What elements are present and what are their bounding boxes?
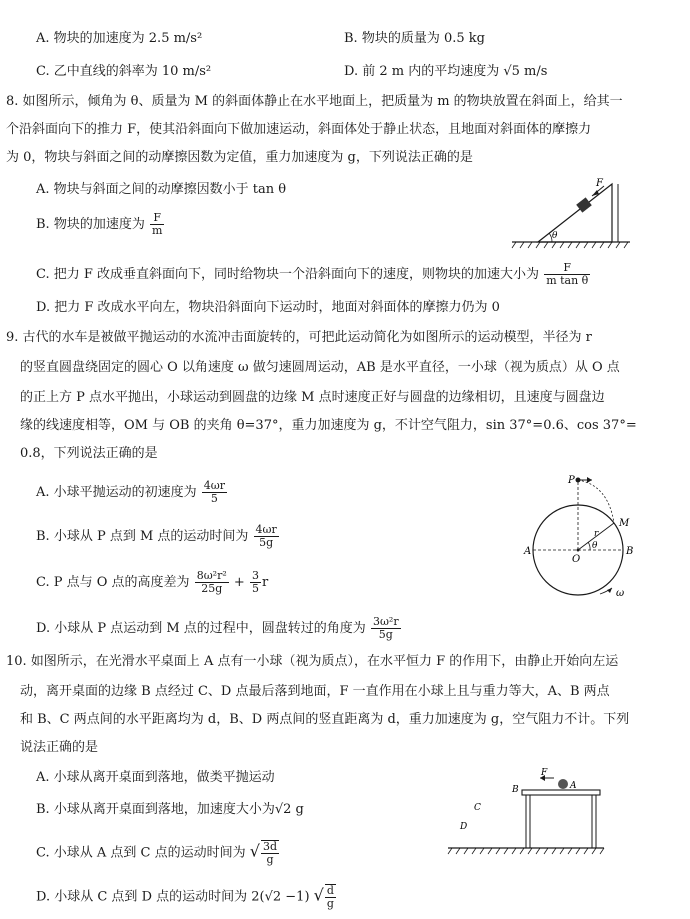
label-F: F xyxy=(596,178,603,189)
q10-stem-line3: 和 B、C 两点间的水平距离均为 d，B、D 两点间的竖直距离为 d，重力加速度为 g，空气阻力不计。下列 xyxy=(20,712,630,727)
q10-option-d-text: D. 小球从 C 点到 D 点的运动时间为 2(√2 −1) xyxy=(36,889,310,905)
center-O-dot xyxy=(577,549,580,552)
q8-option-b xyxy=(36,212,165,237)
q9-b-den: 5g xyxy=(259,536,274,549)
incline-figure xyxy=(508,174,633,254)
q9-option-d-fraction xyxy=(371,616,401,641)
q9-option-c-r: r xyxy=(261,575,269,590)
q10-option-c xyxy=(36,840,280,866)
q9-option-c-plus: + xyxy=(233,575,245,590)
q9-c-den: 25g xyxy=(201,582,223,595)
label-A: A xyxy=(524,546,532,557)
q9-option-c-fraction2 xyxy=(250,570,261,595)
point-P-dot xyxy=(576,478,581,483)
q10-d-sqrt-sign: √ xyxy=(313,885,324,905)
q9-option-d-text: D. 小球从 P 点运动到 M 点的过程中，圆盘转过的角度为 xyxy=(36,621,366,636)
q8-option-c-text: C. 把力 F 改成垂直斜面向下，同时给物块一个沿斜面向下的速度，则物块的加速大小为 xyxy=(36,267,540,282)
label-B-q10: B xyxy=(512,785,519,795)
label-C: C xyxy=(474,803,481,813)
q9-option-b-fraction xyxy=(254,524,279,549)
q10-c-den: g xyxy=(266,853,274,866)
q8-b-den: m xyxy=(151,224,163,237)
q9-d-den: 5g xyxy=(378,628,393,641)
q9-stem-line5: 0.8，下列说法正确的是 xyxy=(20,446,158,461)
theta-arc-q9 xyxy=(588,542,590,550)
floor-hatch xyxy=(448,848,604,854)
label-F-q10: F xyxy=(541,768,548,778)
q8-option-c xyxy=(36,262,591,287)
q7-option-d: D. 前 2 m 内的平均速度为 √5 m/s xyxy=(344,64,548,79)
label-theta: θ xyxy=(552,231,558,241)
q9-d-num: 3ω²r xyxy=(372,615,399,628)
wheel-figure xyxy=(524,470,640,605)
q9-c-num: 8ω²r² xyxy=(196,569,227,582)
q10-option-c-text: C. 小球从 A 点到 C 点的运动时间为 xyxy=(36,845,246,861)
q10-stem-line4: 说法正确的是 xyxy=(20,740,99,755)
omega-arrowhead xyxy=(607,588,612,593)
label-r: r xyxy=(594,529,599,539)
label-theta-q9: θ xyxy=(592,541,598,551)
ball xyxy=(558,779,568,789)
table-figure xyxy=(446,766,606,858)
q8-option-c-fraction xyxy=(544,262,590,287)
label-M: M xyxy=(619,518,630,529)
q8-option-b-text: B. 物块的加速度为 xyxy=(36,217,145,232)
table-leg-right xyxy=(592,795,596,848)
q8-c-den: m tan θ xyxy=(546,274,589,287)
q10-option-d xyxy=(36,884,337,910)
q9-stem-line1: 9. 古代的水车是被做平抛运动的水流冲击面旋转的，可把此运动简化为如图所示的运动模型，半径为 r xyxy=(6,330,592,345)
q10-d-den: g xyxy=(326,897,334,910)
q10-c-num: 3d xyxy=(262,840,278,853)
q9-stem-line3: 的正上方 P 点水平抛出，小球运动到圆盘的边缘 M 点时速度正好与圆盘的边缘相切，且速度与圆盘边 xyxy=(20,390,605,405)
q8-c-num: F xyxy=(544,262,590,275)
label-P: P xyxy=(568,475,575,486)
q9-option-c-text: C. P 点与 O 点的高度差为 xyxy=(36,575,190,590)
q7-option-a: A. 物块的加速度为 2.5 m/s² xyxy=(36,31,203,46)
label-B: B xyxy=(626,546,634,557)
q9-option-b-text: B. 小球从 P 点到 M 点的运动时间为 xyxy=(36,529,249,544)
q10-option-d-fraction xyxy=(325,884,336,910)
q10-c-sqrt-sign: √ xyxy=(249,841,260,861)
ground-hatch xyxy=(512,242,628,248)
q7-option-c: C. 乙中直线的斜率为 10 m/s² xyxy=(36,64,212,79)
q9-c-num2: 3 xyxy=(251,569,259,582)
label-omega: ω xyxy=(616,588,625,599)
q10-option-b: B. 小球从离开桌面到落地，加速度大小为√2 g xyxy=(36,802,304,817)
q9-a-num: 4ωr xyxy=(203,479,226,492)
q9-option-c-fraction1 xyxy=(195,570,229,595)
q9-option-b xyxy=(36,524,280,549)
label-O: O xyxy=(572,554,581,565)
q8-option-a: A. 物块与斜面之间的动摩擦因数小于 tan θ xyxy=(36,182,287,197)
q8-stem-line3: 为 0，物块与斜面之间的动摩擦因数为定值，重力加速度为 g，下列说法正确的是 xyxy=(6,150,473,165)
q9-option-a xyxy=(36,480,228,505)
q8-b-num: F xyxy=(150,212,164,225)
q10-option-a: A. 小球从离开桌面到落地，做类平抛运动 xyxy=(36,770,275,785)
q8-option-d: D. 把力 F 改成水平向左，物块沿斜面向下运动时，地面对斜面体的摩擦力仍为 0 xyxy=(36,300,500,315)
q10-stem-line1: 10. 如图所示，在光滑水平桌面上 A 点有一小球（视为质点），在水平恒力 F 的作用下，由静止开始向左运 xyxy=(6,654,619,669)
q9-c-den2: 5 xyxy=(251,582,259,595)
label-D: D xyxy=(460,822,468,832)
q9-stem-line4: 缘的线速度相等，OM 与 OB 的夹角 θ=37°，重力加速度为 g，不计空气阻力，sin 37°=0.6、cos 37°= xyxy=(20,418,637,433)
q8-option-b-fraction xyxy=(150,212,164,237)
q10-stem-line2: 动，离开桌面的边缘 B 点经过 C、D 点最后落到地面，F 一直作用在小球上且与重力等大，A、B 两点 xyxy=(20,684,610,699)
q9-option-a-text: A. 小球平抛运动的初速度为 xyxy=(36,485,197,500)
q8-stem-line1: 8. 如图所示，倾角为 θ、质量为 M 的斜面体静止在水平地面上，把质量为 m 的物块放置在斜面上，给其一 xyxy=(6,94,623,109)
q10-option-c-fraction xyxy=(261,840,279,866)
q9-b-num: 4ωr xyxy=(255,523,277,536)
table-leg-left xyxy=(526,795,530,848)
initial-velocity-arrowhead xyxy=(587,477,592,483)
q9-option-d xyxy=(36,616,402,641)
q8-stem-line2: 个沿斜面向下的推力 F，使其沿斜面向下做加速运动，斜面体处于静止状态，且地面对斜面体的摩擦力 xyxy=(6,122,592,137)
label-A-q10: A xyxy=(570,781,577,791)
q9-stem-line2: 的竖直圆盘绕固定的圆心 O 以角速度 ω 做匀速圆周运动，AB 是水平直径，一小球（视为质点）从 O 点 xyxy=(20,360,620,375)
q10-d-num: d xyxy=(326,884,334,897)
table-top xyxy=(522,790,600,795)
q9-a-den: 5 xyxy=(210,492,218,505)
q9-option-a-fraction xyxy=(202,480,227,505)
q9-option-c xyxy=(36,570,268,595)
q7-option-b: B. 物块的质量为 0.5 kg xyxy=(344,31,485,46)
